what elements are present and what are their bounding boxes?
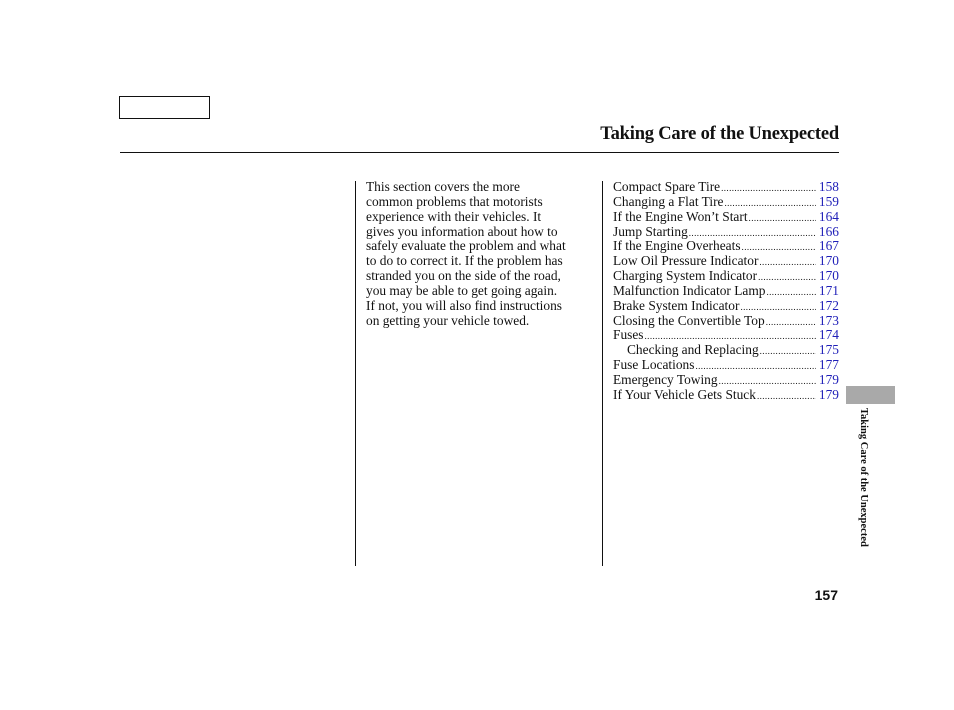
toc-entry-charging-system-indicator[interactable] (613, 269, 839, 284)
title-rule (120, 152, 839, 153)
dot-leader (749, 211, 816, 226)
toc-entry-label: Charging System Indicator (613, 268, 758, 284)
intro-line: common problems that motorists (366, 193, 543, 209)
dot-leader (721, 181, 816, 196)
dot-leader (766, 315, 816, 330)
toc-page-link[interactable]: 158 (818, 179, 839, 194)
toc-page-link[interactable]: 177 (818, 357, 839, 373)
toc-entry-checking-and-replacing[interactable] (613, 343, 839, 358)
intro-line: stranded you on the side of the road, (366, 268, 561, 284)
toc-entry-emergency-towing[interactable] (613, 373, 839, 388)
column-divider-middle (602, 181, 603, 566)
toc-entry-label: Brake System Indicator (613, 297, 740, 313)
toc-entry-brake-system-indicator[interactable] (613, 299, 839, 314)
toc-page-link[interactable]: 173 (818, 312, 839, 328)
intro-line: If not, you will also find instructions (366, 297, 563, 313)
toc-entry-label: Closing the Convertible Top (613, 312, 765, 328)
intro-line: on getting your vehicle towed. (366, 312, 530, 328)
page-title: Taking Care of the Unexpected (600, 124, 839, 144)
toc-entry-engine-overheats[interactable] (613, 239, 839, 254)
intro-line: This section covers the more (366, 179, 520, 194)
intro-line: you may be able to get going again. (366, 282, 558, 298)
toc-entry-label: Checking and Replacing (627, 342, 759, 358)
dot-leader (760, 344, 816, 359)
toc-entry-compact-spare-tire[interactable] (613, 180, 839, 195)
toc-entry-label: If the Engine Won’t Start (613, 208, 748, 224)
intro-line: gives you information about how to (366, 223, 558, 239)
intro-paragraph (366, 180, 598, 328)
toc-entry-label: Low Oil Pressure Indicator (613, 253, 759, 269)
dot-leader (758, 270, 816, 285)
toc-entry-label: Fuse Locations (613, 357, 695, 373)
intro-line: to do to correct it. If the problem has (366, 253, 563, 269)
toc-entry-label: If Your Vehicle Gets Stuck (613, 386, 756, 402)
dot-leader (757, 389, 816, 404)
toc-page-link[interactable]: 166 (818, 223, 839, 239)
nav-button-box[interactable] (119, 96, 210, 119)
toc-page-link[interactable]: 171 (818, 282, 839, 298)
toc-entry-fuse-locations[interactable] (613, 358, 839, 373)
side-section-label: Taking Care of the Unexpected (858, 408, 869, 547)
toc-page-link[interactable]: 179 (818, 386, 839, 402)
section-thumb-tab[interactable] (846, 386, 895, 404)
toc-page-link[interactable]: 170 (818, 253, 839, 269)
toc-page-link[interactable]: 174 (818, 327, 839, 343)
toc-page-link[interactable]: 167 (818, 238, 839, 254)
intro-line: experience with their vehicles. It (366, 208, 542, 224)
toc-entry-label: Changing a Flat Tire (613, 193, 724, 209)
toc-entry-closing-convertible-top[interactable] (613, 314, 839, 329)
toc-entry-fuses[interactable] (613, 328, 839, 343)
toc-entry-malfunction-indicator-lamp[interactable] (613, 284, 839, 299)
dot-leader (766, 285, 815, 300)
toc-entry-label: Malfunction Indicator Lamp (613, 282, 766, 298)
dot-leader (759, 255, 816, 270)
toc-entry-label: Compact Spare Tire (613, 179, 721, 194)
page-number: 157 (814, 587, 838, 603)
toc-page-link[interactable]: 179 (818, 371, 839, 387)
toc-entry-vehicle-gets-stuck[interactable] (613, 388, 839, 403)
toc-entry-label: Emergency Towing (613, 371, 718, 387)
toc-entry-label: If the Engine Overheats (613, 238, 741, 254)
toc-entry-low-oil-pressure-indicator[interactable] (613, 254, 839, 269)
toc-page-link[interactable]: 159 (818, 193, 839, 209)
toc-page-link[interactable]: 164 (818, 208, 839, 224)
toc-page-link[interactable]: 172 (818, 297, 839, 313)
intro-line: safely evaluate the problem and what (366, 238, 566, 254)
table-of-contents (613, 180, 839, 403)
toc-entry-jump-starting[interactable] (613, 225, 839, 240)
toc-entry-changing-a-flat-tire[interactable] (613, 195, 839, 210)
toc-page-link[interactable]: 170 (818, 268, 839, 284)
toc-entry-label: Fuses (613, 327, 644, 343)
toc-entry-engine-wont-start[interactable] (613, 210, 839, 225)
toc-page-link[interactable]: 175 (818, 342, 839, 358)
toc-entry-label: Jump Starting (613, 223, 688, 239)
column-divider-left (355, 181, 356, 566)
